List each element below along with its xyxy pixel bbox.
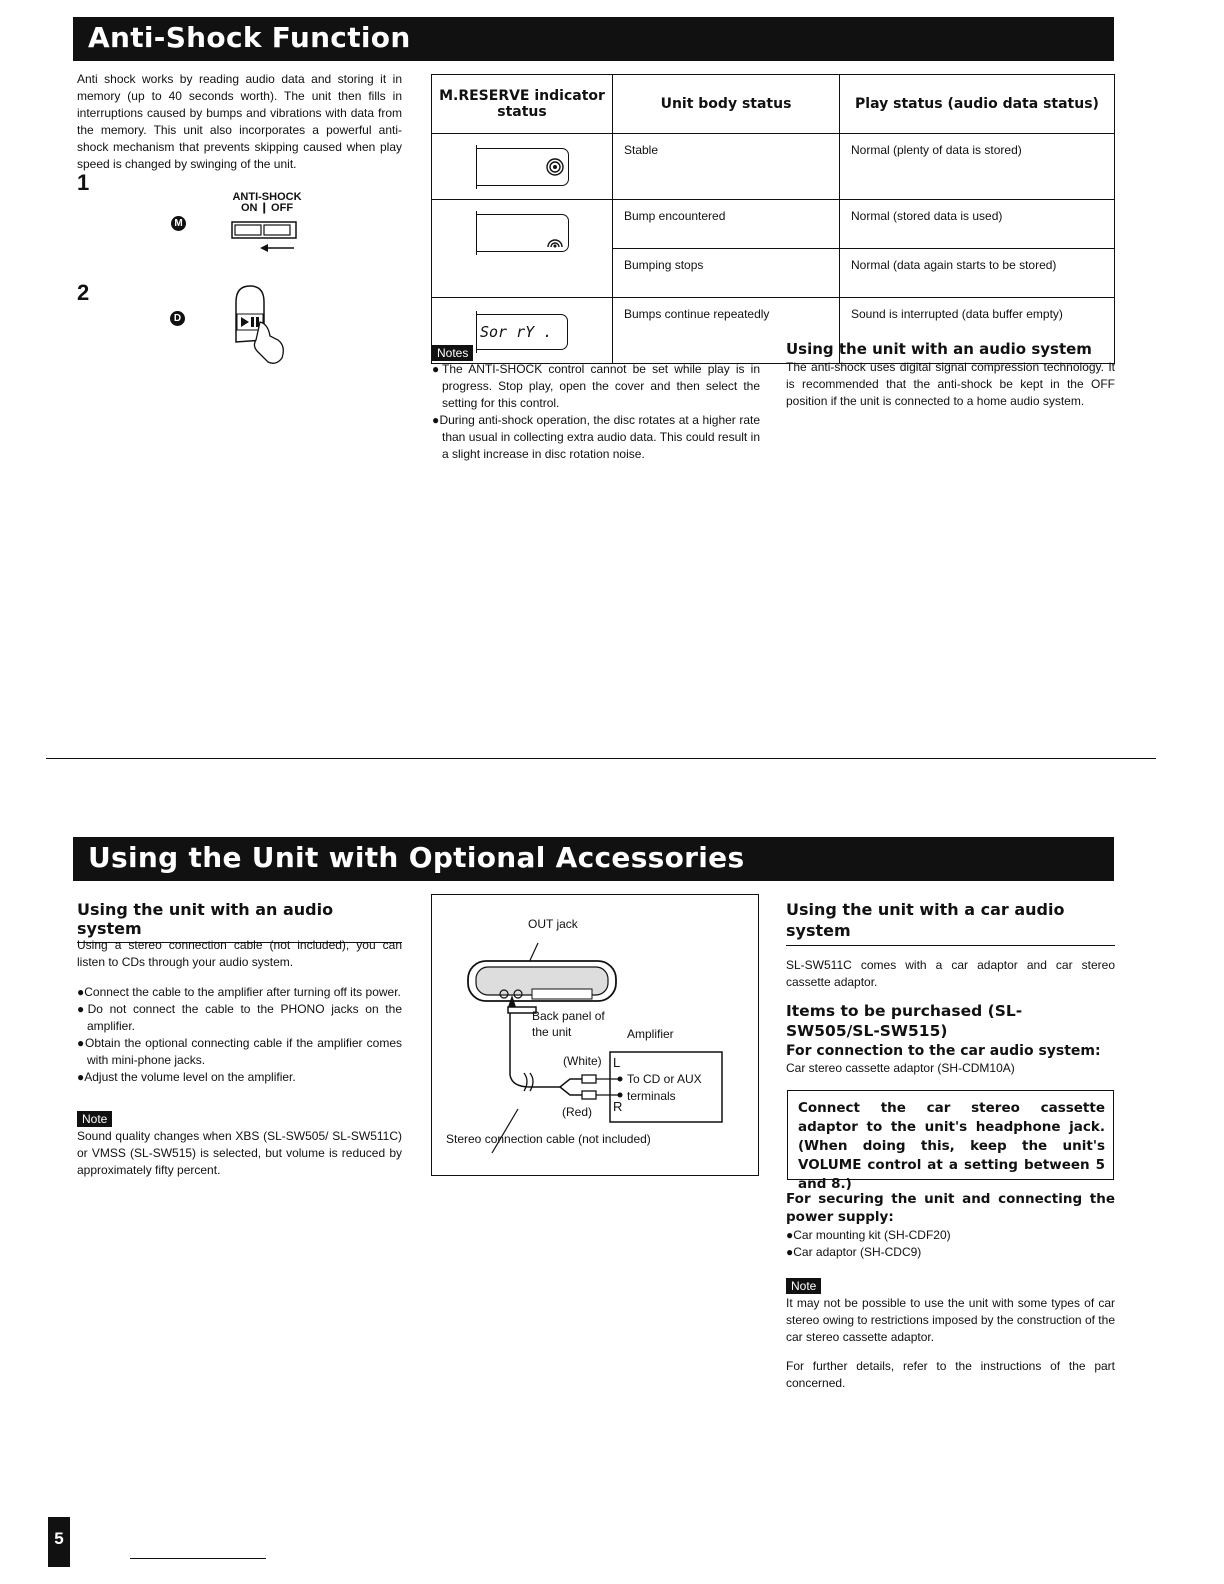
right-channel-label: R bbox=[613, 1099, 623, 1114]
for-connection-heading: For connection to the car audio system: bbox=[786, 1043, 1101, 1059]
anti-shock-intro: Anti shock works by reading audio data and storing it in memory (up to 40 seconds worth). The unit then fills in interruptions caused by bumps and vibrations with data from the memory. This unit also incorporates a powerful anti-shock mechanism that prevents skipping caused when play speed is changed by swinging of the unit. bbox=[77, 72, 402, 171]
notes-tag: Notes bbox=[432, 345, 473, 361]
m-reserve-status-table bbox=[431, 74, 1115, 364]
connect-adaptor-text: Connect the car stereo cassette adaptor to the unit's headphone jack. (When doing this, keep the unit's VOLUME control at a setting between 5 and 8.) bbox=[798, 1100, 1105, 1192]
indicator-cell-stable bbox=[432, 134, 613, 200]
lcd-full-indicator bbox=[476, 148, 569, 186]
car-audio-intro: SL-SW511C comes with a car adaptor and car stereo cassette adaptor. bbox=[786, 958, 1115, 989]
section-divider bbox=[46, 758, 1156, 759]
list-item: ●Car adaptor (SH-CDC9) bbox=[786, 1245, 922, 1259]
white-plug-label: (White) bbox=[563, 1054, 602, 1068]
table-header-play-status: Play status (audio data status) bbox=[840, 75, 1115, 134]
table-header-unit-body: Unit body status bbox=[613, 75, 840, 134]
items-to-purchase-heading: Items to be purchased (SL-SW505/SL-SW515) bbox=[786, 1002, 1023, 1040]
connection-diagram bbox=[431, 894, 759, 1176]
list-item: ●Adjust the volume level on the amplifier. bbox=[77, 1070, 296, 1084]
anti-shock-switch-positions: ON ❙ OFF bbox=[240, 202, 294, 214]
table-cell: Sound is interrupted (data buffer empty) bbox=[840, 298, 1115, 364]
d-circle-icon: D bbox=[170, 311, 185, 326]
step-2-number: 2 bbox=[77, 280, 90, 305]
red-plug-label: (Red) bbox=[562, 1105, 593, 1119]
terminals-label: terminals bbox=[627, 1089, 676, 1103]
to-cd-aux-label: To CD or AUX bbox=[627, 1072, 702, 1086]
audio-connection-intro: Using a stereo connection cable (not included), you can listen to CDs through your audio system. bbox=[77, 938, 402, 969]
anti-shock-switch-icon bbox=[230, 220, 302, 252]
m-circle-icon: M bbox=[171, 216, 186, 231]
page-number: 5 bbox=[48, 1517, 70, 1567]
table-cell: Bumps continue repeatedly bbox=[613, 298, 840, 364]
car-stereo-note: It may not be possible to use the unit with some types of car stereo owing to restrictions imposed by the construction of the car stereo cassette adaptor. bbox=[786, 1296, 1115, 1344]
securing-heading: For securing the unit and connecting the power supply: bbox=[786, 1191, 1115, 1225]
left-channel-label: L bbox=[613, 1055, 621, 1070]
lcd-partial-indicator bbox=[476, 214, 569, 252]
table-cell: Normal (plenty of data is stored) bbox=[840, 134, 1115, 200]
table-cell: Bumping stops bbox=[613, 249, 840, 298]
anti-shock-switch-label bbox=[228, 192, 306, 214]
audio-system-heading-2: Using the unit with an audio system bbox=[77, 900, 402, 943]
list-item: ●Connect the cable to the amplifier after turning off its power. bbox=[77, 985, 401, 999]
play-pause-button-icon bbox=[230, 282, 292, 368]
amplifier-label: Amplifier bbox=[627, 1027, 674, 1041]
out-jack-label: OUT jack bbox=[528, 917, 578, 931]
audio-system-text: The anti-shock uses digital signal compression technology. It is recommended that the anti-shock be kept in the OFF position if the unit is connected to a home audio system. bbox=[786, 360, 1115, 408]
notes-list bbox=[432, 361, 760, 463]
list-item: ●Car mounting kit (SH-CDF20) bbox=[786, 1228, 951, 1242]
section-title-optional-accessories: Using the Unit with Optional Accessories bbox=[73, 837, 1114, 881]
note-tag-2: Note bbox=[786, 1278, 821, 1294]
back-panel-label: Back panel of the unit bbox=[532, 1009, 605, 1039]
connect-adaptor-box bbox=[787, 1090, 1114, 1192]
further-details-text: For further details, refer to the instructions of the part concerned. bbox=[786, 1359, 1115, 1390]
footer-rule bbox=[130, 1558, 266, 1559]
car-kit-list bbox=[786, 1227, 1115, 1261]
table-cell: Normal (stored data is used) bbox=[840, 200, 1115, 249]
table-cell: Bump encountered bbox=[613, 200, 840, 249]
list-item: ●The ANTI-SHOCK control cannot be set while play is in progress. Stop play, open the cover and then select the setting for this control. bbox=[432, 362, 760, 410]
audio-system-heading: Using the unit with an audio system bbox=[786, 340, 1092, 358]
car-audio-heading: Using the unit with a car audio system bbox=[786, 899, 1115, 946]
list-item: ●Do not connect the cable to the PHONO jacks on the amplifier. bbox=[77, 1002, 402, 1033]
anti-shock-switch-title: ANTI-SHOCK bbox=[232, 191, 302, 203]
table-cell: Normal (data again starts to be stored) bbox=[840, 249, 1115, 298]
note-tag: Note bbox=[77, 1111, 112, 1127]
audio-connection-bullets bbox=[77, 984, 402, 1086]
table-cell: Stable bbox=[613, 134, 840, 200]
section-title-anti-shock: Anti-Shock Function bbox=[73, 17, 1114, 61]
table-header-indicator: M.RESERVE indicator status bbox=[432, 75, 613, 134]
list-item: ●Obtain the optional connecting cable if the amplifier comes with mini-phone jacks. bbox=[77, 1036, 402, 1067]
xbs-note-text: Sound quality changes when XBS (SL-SW505/ SL-SW511C) or VMSS (SL-SW515) is selected, but volume is reduced by approximately fifty percent. bbox=[77, 1129, 402, 1177]
step-1-number: 1 bbox=[77, 170, 90, 195]
lcd-sorry-display: Sor rY . bbox=[476, 314, 568, 350]
cassette-adaptor-text: Car stereo cassette adaptor (SH-CDM10A) bbox=[786, 1061, 1015, 1075]
list-item: ●During anti-shock operation, the disc rotates at a higher rate than usual in collecting extra audio data. This could result in a slight increase in disc rotation noise. bbox=[432, 413, 760, 461]
stereo-cable-label: Stereo connection cable (not included) bbox=[446, 1132, 651, 1146]
indicator-cell-bump bbox=[432, 200, 613, 298]
